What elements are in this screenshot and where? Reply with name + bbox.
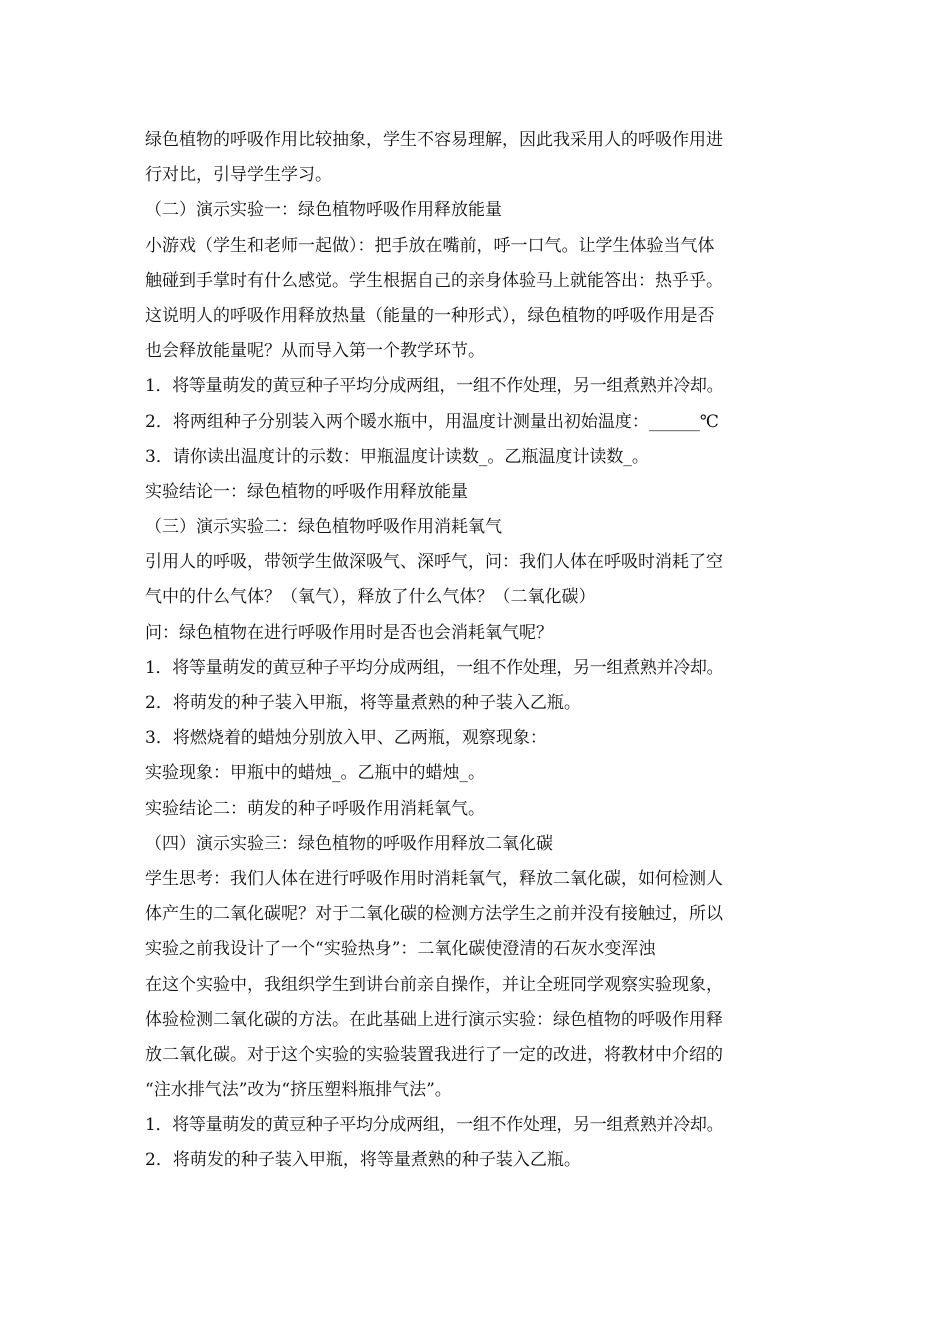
text-line: 体验检测二氧化碳的方法。在此基础上进行演示实验：绿色植物的呼吸作用释 [145,1009,723,1030]
step-item: 3．请你读出温度计的示数：甲瓶温度计读数_。乙瓶温度计读数_。 [145,446,649,467]
text-line: 也会释放能量呢？从而导入第一个教学环节。 [145,341,485,362]
text-line: 小游戏（学生和老师一起做）：把手放在嘴前，呼一口气。让学生体验当气体 [145,235,715,256]
section-heading: （三）演示实验二：绿色植物呼吸作用消耗氧气 [145,517,502,538]
text-line: 学生思考：我们人体在进行呼吸作用时消耗氧气，释放二氧化碳，如何检测人 [145,868,723,889]
section-heading: （四）演示实验三：绿色植物的呼吸作用释放二氧化碳 [145,833,553,854]
text-line: 触碰到手掌时有什么感觉。学生根据自己的亲身体验马上就能答出：热乎乎。 [145,270,723,291]
conclusion-line: 实验结论二：萌发的种子呼吸作用消耗氧气。 [145,798,485,819]
section-heading: （二）演示实验一：绿色植物呼吸作用释放能量 [145,200,502,221]
text-line: 放二氧化碳。对于这个实验的实验装置我进行了一定的改进，将教材中介绍的 [145,1044,723,1065]
question-line: 问：绿色植物在进行呼吸作用时是否也会消耗氧气呢？ [145,622,553,643]
text-line: 行对比，引导学生学习。 [145,165,332,186]
step-item: 1．将等量萌发的黄豆种子平均分成两组，一组不作处理，另一组煮熟并冷却。 [145,376,724,397]
step-item: 1．将等量萌发的黄豆种子平均分成两组，一组不作处理，另一组煮熟并冷却。 [145,657,724,678]
text-line: 在这个实验中，我组织学生到讲台前亲自操作，并让全班同学观察实验现象， [145,974,723,995]
text-line: “注水排气法”改为“挤压塑料瓶排气法”。 [145,1080,452,1101]
text-line: 气中的什么气体？（氧气），释放了什么气体？（二氧化碳） [145,587,596,608]
step-item: 1．将等量萌发的黄豆种子平均分成两组，一组不作处理，另一组煮熟并冷却。 [145,1115,724,1136]
step-item: 2．将两组种子分别装入两个暖水瓶中，用温度计测量出初始温度：______℃ [145,411,719,432]
text-line: 这说明人的呼吸作用释放热量（能量的一种形式），绿色植物的呼吸作用是否 [145,305,715,326]
step-item: 3．将燃烧着的蜡烛分别放入甲、乙两瓶，观察现象： [145,728,547,749]
text-line: 绿色植物的呼吸作用比较抽象，学生不容易理解，因此我采用人的呼吸作用进 [145,130,723,150]
step-item: 2．将萌发的种子装入甲瓶，将等量煮熟的种子装入乙瓶。 [145,1150,581,1171]
observation-line: 实验现象：甲瓶中的蜡烛_。乙瓶中的蜡烛_。 [145,763,485,784]
step-item: 2．将萌发的种子装入甲瓶，将等量煮熟的种子装入乙瓶。 [145,693,581,713]
text-line: 引用人的呼吸，带领学生做深吸气、深呼气，问：我们人体在呼吸时消耗了空 [145,552,723,573]
text-line: 实验之前我设计了一个“实验热身”：二氧化碳使澄清的石灰水变浑浊 [145,939,656,960]
text-line: 体产生的二氧化碳呢？对于二氧化碳的检测方法学生之前并没有接触过，所以 [145,904,723,925]
conclusion-line: 实验结论一：绿色植物的呼吸作用释放能量 [145,481,468,502]
document-body [145,123,805,1179]
